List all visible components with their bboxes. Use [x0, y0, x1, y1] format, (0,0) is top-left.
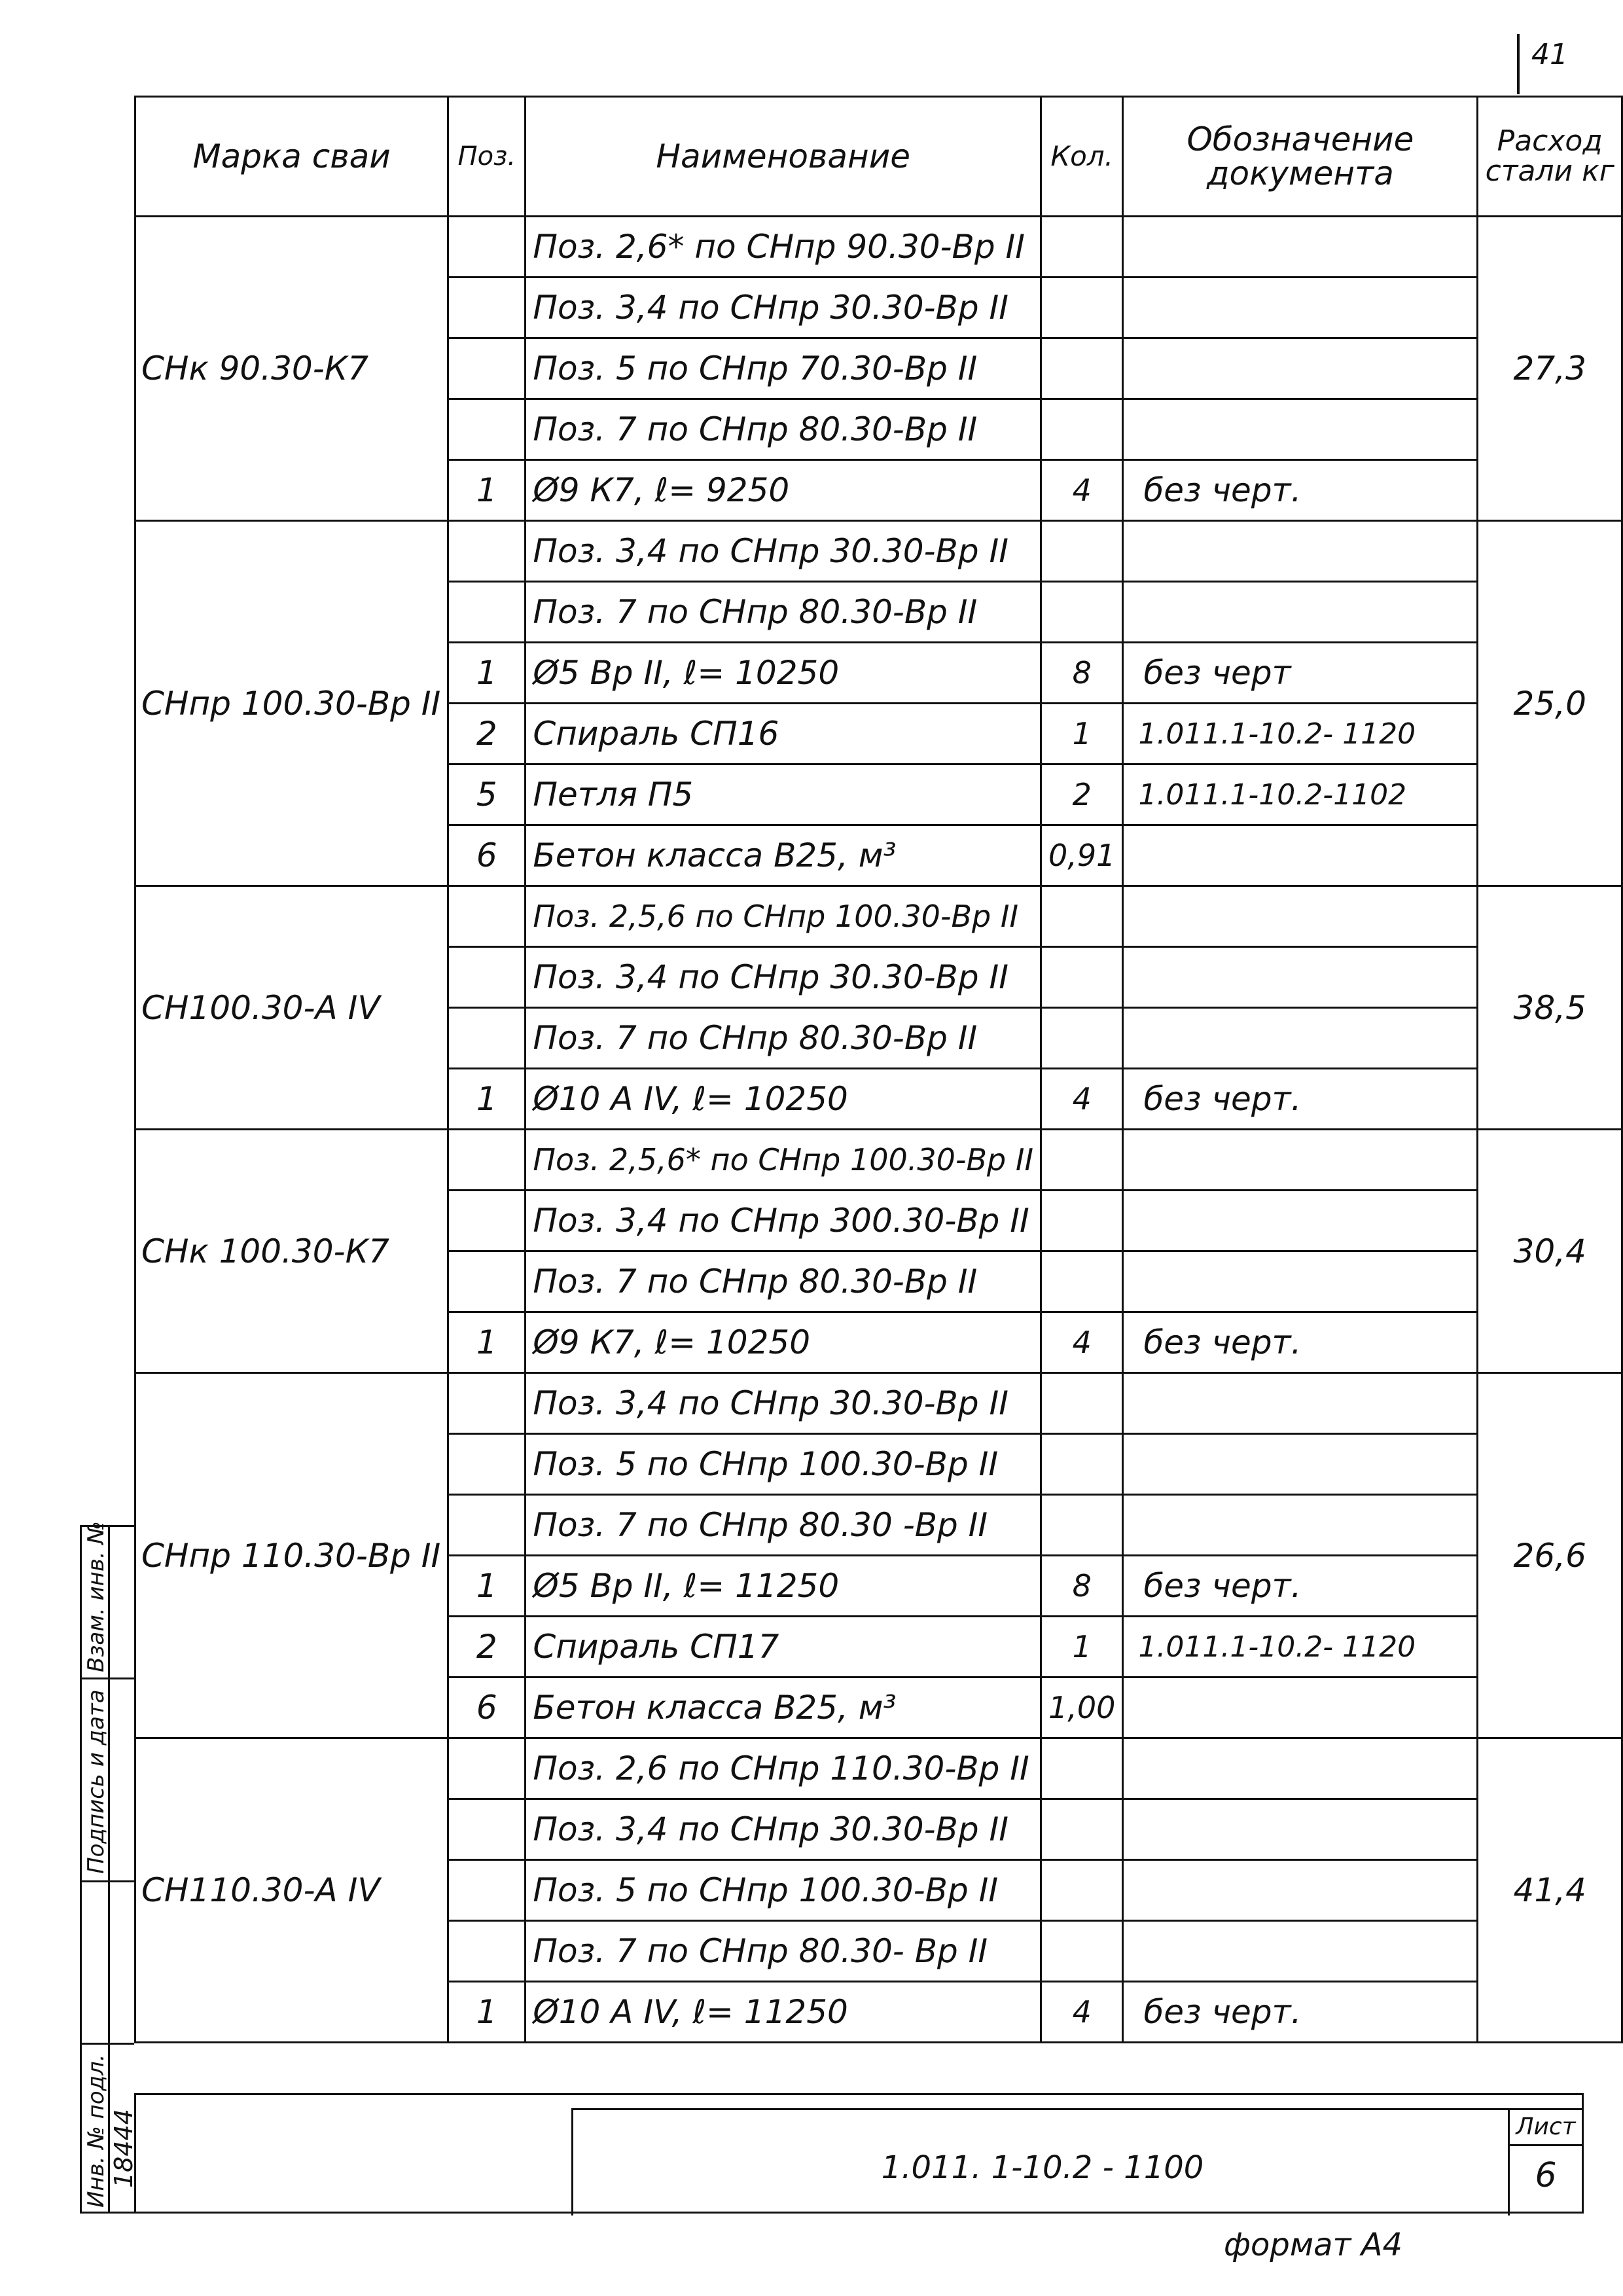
position-cell: [448, 1799, 526, 1860]
position-cell: 2: [448, 1617, 526, 1677]
inv-no-label: Инв. № подл.: [83, 2054, 109, 2208]
position-cell: [448, 1860, 526, 1921]
quantity-cell: 8: [1041, 1556, 1123, 1617]
document-cell: [1123, 825, 1478, 886]
position-cell: [448, 1251, 526, 1312]
page-number-divider: [1517, 34, 1520, 94]
stamp-divider: [82, 1677, 134, 1679]
table-row: [135, 886, 1622, 947]
document-cell: без черт.: [1123, 1556, 1478, 1617]
quantity-cell: [1041, 1373, 1123, 1434]
sheet-box: [1508, 2108, 1582, 2215]
position-cell: [448, 521, 526, 582]
pile-brand: СНпр 110.30-Вр II: [135, 1373, 448, 1738]
pile-brand: СНк 90.30-К7: [135, 217, 448, 521]
format-label: формат А4: [1224, 2227, 1403, 2263]
steel-consumption: 38,5: [1478, 886, 1622, 1130]
name-cell: Поз. 3,4 по СНпр 30.30-Вр II: [526, 1373, 1041, 1434]
quantity-cell: [1041, 1799, 1123, 1860]
name-cell: Спираль СП16: [526, 704, 1041, 764]
document-cell: [1123, 1921, 1478, 1982]
position-cell: [448, 1130, 526, 1191]
steel-consumption: 27,3: [1478, 217, 1622, 521]
quantity-cell: [1041, 1434, 1123, 1495]
position-cell: 6: [448, 1677, 526, 1738]
position-cell: [448, 582, 526, 643]
name-cell: Ø9 К7, ℓ= 9250: [526, 460, 1041, 521]
pile-brand: СНк 100.30-К7: [135, 1130, 448, 1373]
pile-brand: СН100.30-А IV: [135, 886, 448, 1130]
document-cell: [1123, 399, 1478, 460]
position-cell: [448, 1434, 526, 1495]
quantity-cell: 1,00: [1041, 1677, 1123, 1738]
document-cell: [1123, 338, 1478, 399]
document-cell: [1123, 521, 1478, 582]
quantity-cell: 4: [1041, 460, 1123, 521]
position-cell: 1: [448, 1069, 526, 1130]
name-cell: Ø5 Вр II, ℓ= 11250: [526, 1556, 1041, 1617]
document-cell: без черт.: [1123, 460, 1478, 521]
document-cell: [1123, 1738, 1478, 1799]
name-cell: Ø10 А IV, ℓ= 10250: [526, 1069, 1041, 1130]
document-cell: [1123, 1860, 1478, 1921]
steel-consumption: 30,4: [1478, 1130, 1622, 1373]
header-pos: Поз.: [448, 97, 526, 217]
name-cell: Поз. 7 по СНпр 80.30- Вр II: [526, 1921, 1041, 1982]
document-cell: [1123, 1251, 1478, 1312]
quantity-cell: [1041, 886, 1123, 947]
document-cell: [1123, 1495, 1478, 1556]
quantity-cell: 4: [1041, 1982, 1123, 2043]
sheet-number: 6: [1535, 2156, 1557, 2195]
name-cell: Поз. 3,4 по СНпр 30.30-Вр II: [526, 947, 1041, 1008]
quantity-cell: [1041, 1008, 1123, 1069]
name-cell: Поз. 3,4 по СНпр 30.30-Вр II: [526, 521, 1041, 582]
name-cell: Ø5 Вр II, ℓ= 10250: [526, 643, 1041, 704]
position-cell: 2: [448, 704, 526, 764]
position-cell: 1: [448, 1312, 526, 1373]
quantity-cell: [1041, 521, 1123, 582]
replace-inv-label: Взам. инв. №: [83, 1521, 109, 1672]
quantity-cell: [1041, 1860, 1123, 1921]
pile-brand: СН110.30-А IV: [135, 1738, 448, 2043]
name-cell: Поз. 7 по СНпр 80.30-Вр II: [526, 399, 1041, 460]
quantity-cell: [1041, 1921, 1123, 1982]
position-cell: [448, 1738, 526, 1799]
table-row: [135, 521, 1622, 582]
name-cell: Ø9 К7, ℓ= 10250: [526, 1312, 1041, 1373]
name-cell: Поз. 3,4 по СНпр 300.30-Вр II: [526, 1191, 1041, 1251]
inv-no-value: 18444: [109, 2109, 138, 2188]
position-cell: [448, 1191, 526, 1251]
quantity-cell: 1: [1041, 704, 1123, 764]
steel-consumption: 25,0: [1478, 521, 1622, 886]
document-cell: [1123, 1677, 1478, 1738]
document-cell: [1123, 947, 1478, 1008]
position-cell: [448, 1921, 526, 1982]
name-cell: Ø10 А IV, ℓ= 11250: [526, 1982, 1041, 2043]
name-cell: Поз. 5 по СНпр 100.30-Вр II: [526, 1434, 1041, 1495]
table-row: [135, 1130, 1622, 1191]
document-cell: [1123, 217, 1478, 278]
sheet-label: Лист: [1510, 2110, 1582, 2146]
position-cell: 5: [448, 764, 526, 825]
position-cell: 1: [448, 1982, 526, 2043]
signature-date-label: Подпись и дата: [83, 1689, 109, 1874]
document-code: 1.011. 1-10.2 - 1100: [881, 2149, 1204, 2186]
document-cell: 1.011.1-10.2- 1120: [1123, 1617, 1478, 1677]
document-cell: [1123, 1008, 1478, 1069]
position-cell: [448, 338, 526, 399]
table-row: [135, 1373, 1622, 1434]
table-body: [135, 217, 1622, 2043]
quantity-cell: 4: [1041, 1069, 1123, 1130]
title-block: [134, 2093, 1584, 2214]
document-cell: 1.011.1-10.2-1102: [1123, 764, 1478, 825]
quantity-cell: [1041, 1738, 1123, 1799]
name-cell: Поз. 5 по СНпр 100.30-Вр II: [526, 1860, 1041, 1921]
name-cell: Бетон класса В25, м³: [526, 1677, 1041, 1738]
quantity-cell: 2: [1041, 764, 1123, 825]
position-cell: [448, 399, 526, 460]
name-cell: Бетон класса В25, м³: [526, 825, 1041, 886]
document-cell: [1123, 278, 1478, 338]
name-cell: Поз. 7 по СНпр 80.30-Вр II: [526, 1251, 1041, 1312]
document-cell: [1123, 1799, 1478, 1860]
position-cell: 6: [448, 825, 526, 886]
stamp-divider: [82, 2043, 134, 2045]
document-cell: [1123, 886, 1478, 947]
header-brand: Марка сваи: [135, 97, 448, 217]
specification-table: [134, 96, 1623, 2043]
document-cell: [1123, 582, 1478, 643]
name-cell: Поз. 2,5,6 по СНпр 100.30-Вр II: [526, 886, 1041, 947]
name-cell: Поз. 7 по СНпр 80.30-Вр II: [526, 1008, 1041, 1069]
quantity-cell: [1041, 338, 1123, 399]
document-cell: [1123, 1373, 1478, 1434]
document-code-box: [571, 2108, 1512, 2215]
position-cell: [448, 886, 526, 947]
position-cell: 1: [448, 1556, 526, 1617]
name-cell: Петля П5: [526, 764, 1041, 825]
position-cell: 1: [448, 643, 526, 704]
name-cell: Поз. 3,4 по СНпр 30.30-Вр II: [526, 278, 1041, 338]
document-cell: [1123, 1130, 1478, 1191]
document-cell: без черт: [1123, 643, 1478, 704]
quantity-cell: [1041, 1191, 1123, 1251]
position-cell: [448, 1373, 526, 1434]
quantity-cell: [1041, 1130, 1123, 1191]
quantity-cell: 8: [1041, 643, 1123, 704]
quantity-cell: 1: [1041, 1617, 1123, 1677]
position-cell: [448, 947, 526, 1008]
position-cell: [448, 1495, 526, 1556]
quantity-cell: 0,91: [1041, 825, 1123, 886]
name-cell: Поз. 2,5,6* по СНпр 100.30-Вр II: [526, 1130, 1041, 1191]
table-header-row: [135, 97, 1622, 217]
document-cell: без черт.: [1123, 1069, 1478, 1130]
position-cell: 1: [448, 460, 526, 521]
steel-consumption: 41,4: [1478, 1738, 1622, 2043]
table-row: [135, 217, 1622, 278]
quantity-cell: [1041, 582, 1123, 643]
header-name: Наименование: [526, 97, 1041, 217]
document-cell: без черт.: [1123, 1982, 1478, 2043]
header-qty: Кол.: [1041, 97, 1123, 217]
quantity-cell: 4: [1041, 1312, 1123, 1373]
name-cell: Спираль СП17: [526, 1617, 1041, 1677]
pile-brand: СНпр 100.30-Вр II: [135, 521, 448, 886]
header-doc: Обозначение документа: [1123, 97, 1478, 217]
position-cell: [448, 278, 526, 338]
quantity-cell: [1041, 399, 1123, 460]
document-cell: [1123, 1191, 1478, 1251]
name-cell: Поз. 2,6* по СНпр 90.30-Вр II: [526, 217, 1041, 278]
quantity-cell: [1041, 217, 1123, 278]
name-cell: Поз. 7 по СНпр 80.30-Вр II: [526, 582, 1041, 643]
document-cell: 1.011.1-10.2- 1120: [1123, 704, 1478, 764]
header-steel: Расход стали кг: [1478, 97, 1622, 217]
table-row: [135, 1738, 1622, 1799]
quantity-cell: [1041, 947, 1123, 1008]
quantity-cell: [1041, 278, 1123, 338]
name-cell: Поз. 2,6 по СНпр 110.30-Вр II: [526, 1738, 1041, 1799]
name-cell: Поз. 5 по СНпр 70.30-Вр II: [526, 338, 1041, 399]
quantity-cell: [1041, 1495, 1123, 1556]
stamp-divider: [82, 1880, 134, 1882]
position-cell: [448, 217, 526, 278]
position-cell: [448, 1008, 526, 1069]
name-cell: Поз. 3,4 по СНпр 30.30-Вр II: [526, 1799, 1041, 1860]
page-number: 41: [1531, 38, 1568, 71]
document-cell: без черт.: [1123, 1312, 1478, 1373]
quantity-cell: [1041, 1251, 1123, 1312]
margin-stamp: [80, 1521, 138, 2214]
steel-consumption: 26,6: [1478, 1373, 1622, 1738]
name-cell: Поз. 7 по СНпр 80.30 -Вр II: [526, 1495, 1041, 1556]
document-cell: [1123, 1434, 1478, 1495]
